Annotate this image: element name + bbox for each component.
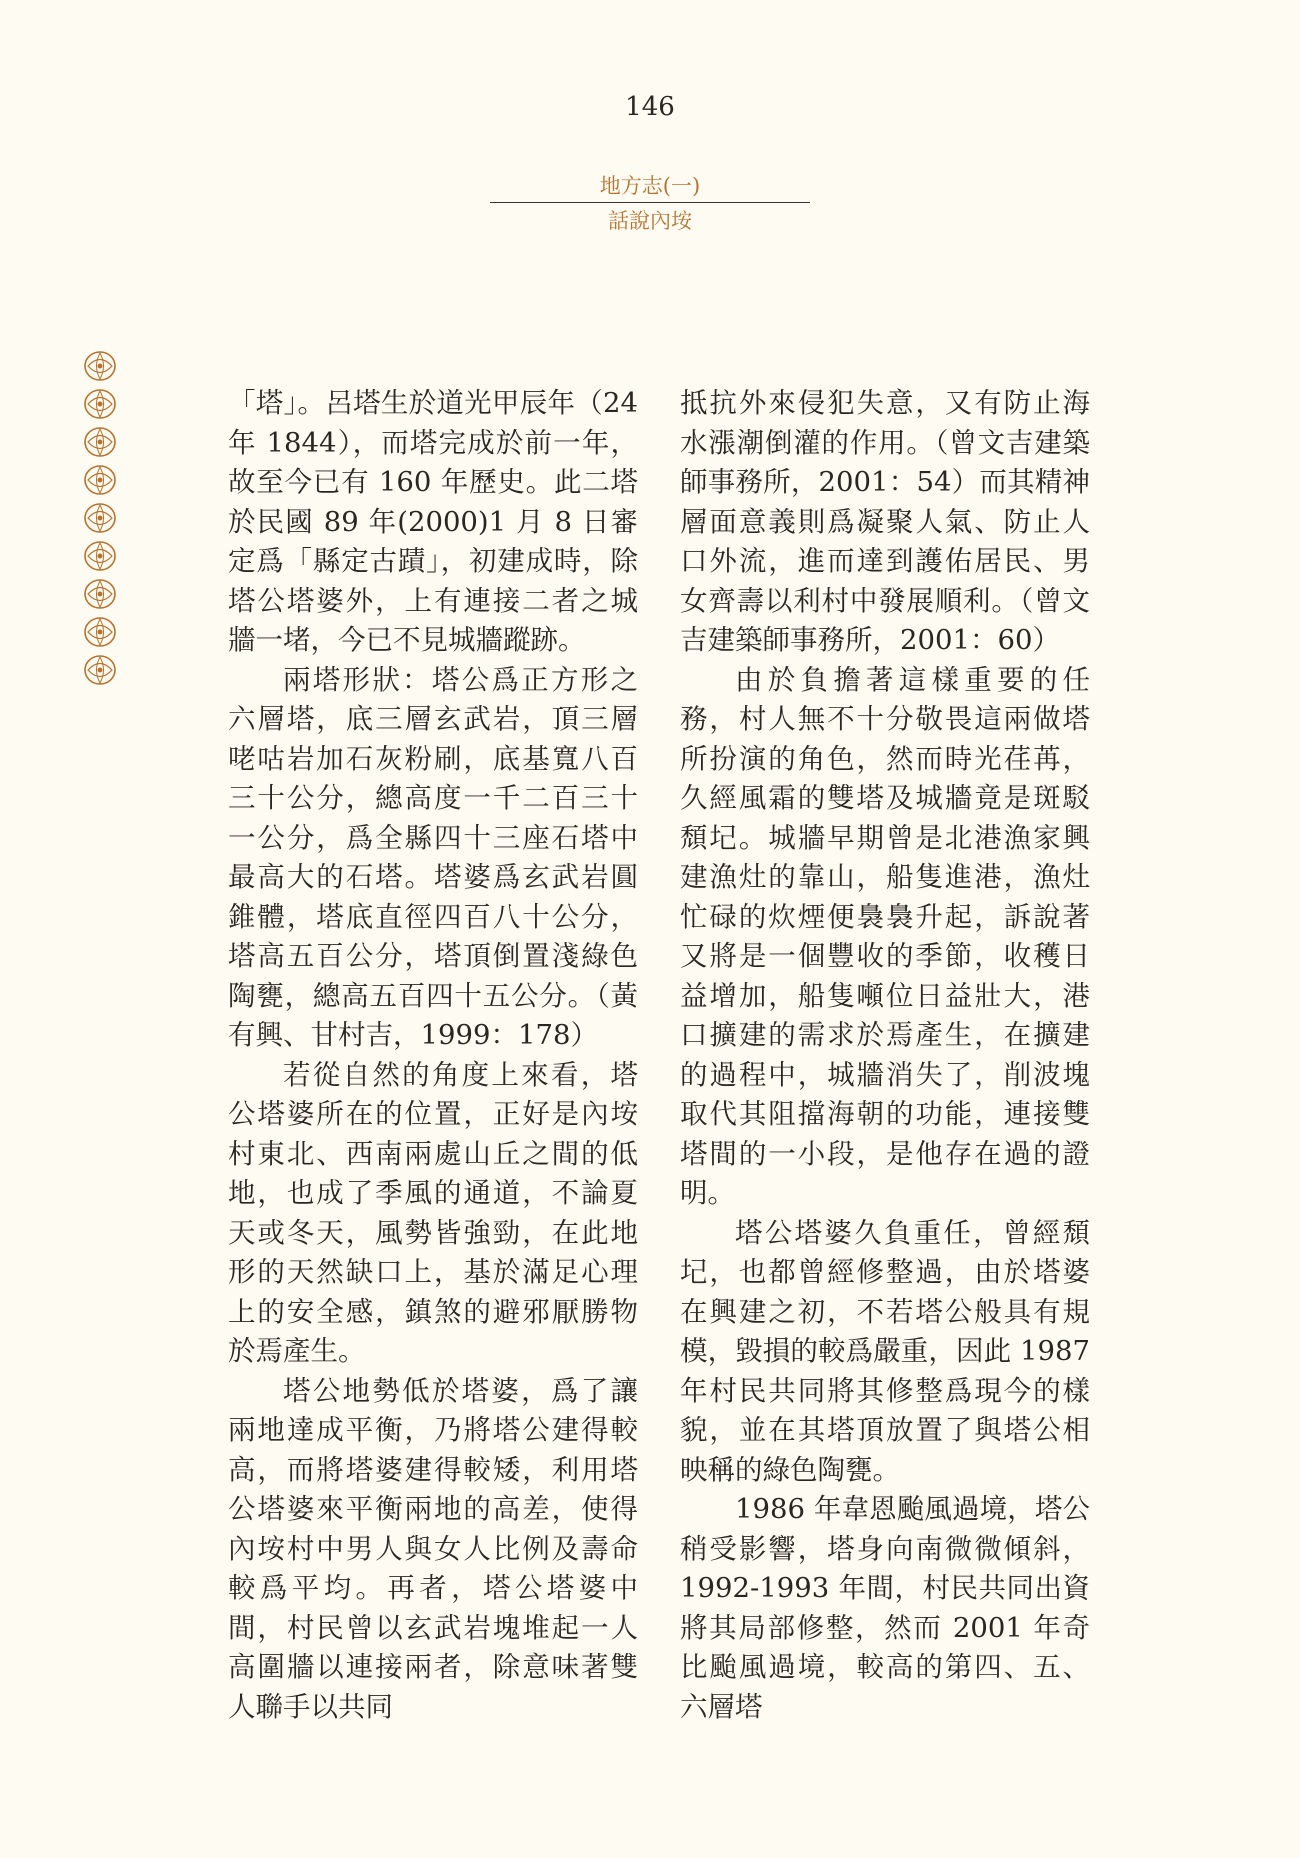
running-head (490, 172, 810, 235)
floral-bead-icon (82, 502, 118, 534)
paragraph: 由於負擔著這樣重要的任務，村人無不十分敬畏這兩做塔所扮演的角色，然而時光荏苒，久經風霜的雙塔及城牆竟是斑駁頹圮。城牆早期曾是北港漁家興建漁灶的靠山，船隻進港，漁灶忙碌的炊煙便裊裊升起，訴說著又將是一個豐收的季節，收穫日益增加，船隻噸位日益壯大，港口擴建的需求於焉產生，在擴建的過程中，城牆消失了，削波塊取代其阻擋海朝的功能，連接雙塔間的一小段，是他存在過的證明。 (680, 663, 1090, 1209)
paragraph: 塔公塔婆久負重任，曾經頹圮，也都曾經修整過，由於塔婆在興建之初，不若塔公般具有規模，毀損的較爲嚴重，因此 1987 年村民共同將其修整爲現今的樣貌，並在其塔頂放置了與塔公相映稱的綠色陶甕。 (680, 1216, 1090, 1486)
margin-ornament (82, 350, 122, 692)
paragraph: 「塔」。呂塔生於道光甲辰年（24年 1844），而塔完成於前一年，故至今已有 160 年歷史。此二塔於民國 89 年(2000)1 月 8 日審定爲「縣定古蹟」，初建成時，除塔公塔婆外，上有連接二者之城牆一堵，今已不見城牆蹤跡。 (228, 387, 638, 656)
floral-bead-icon (82, 616, 118, 648)
paragraph: 兩塔形狀：塔公爲正方形之六層塔，底三層玄武岩，頂三層咾咕岩加石灰粉刷，底基寬八百三十公分，總高度一千二百三十一公分，爲全縣四十三座石塔中最高大的石塔。塔婆爲玄武岩圓錐體，塔底直徑四百八十公分，塔高五百公分，塔頂倒置淺綠色陶甕，總高五百四十五公分。（黃有興、甘村吉，1999：178） (228, 663, 638, 1051)
paragraph: 若從自然的角度上來看，塔公塔婆所在的位置，正好是內垵村東北、西南兩處山丘之間的低地，也成了季風的通道，不論夏天或冬天，風勢皆強勁，在此地形的天然缺口上，基於滿足心理上的安全感，鎮煞的避邪厭勝物於焉產生。 (228, 1058, 638, 1367)
floral-bead-icon (82, 578, 118, 610)
floral-bead-icon (82, 654, 118, 686)
paragraph: 1986 年韋恩颱風過境，塔公稍受影響，塔身向南微微傾斜，1992-1993 年間，村民共同出資將其局部修整，然而 2001 年奇比颱風過境，較高的第四、五、六層塔 (680, 1493, 1090, 1723)
running-head-rule (490, 202, 810, 203)
paragraph: 塔公地勢低於塔婆，爲了讓兩地達成平衡，乃將塔公建得較高，而將塔婆建得較矮，利用塔公塔婆來平衡兩地的高差，使得內垵村中男人與女人比例及壽命較爲平均。再者，塔公塔婆中間，村民曾以玄武岩塊堆起一人高圍牆以連接兩者，除意味著雙人聯手以共同 (228, 1374, 638, 1723)
floral-bead-icon (82, 540, 118, 572)
running-head-title: 地方志(一) (599, 174, 701, 198)
running-head-subtitle: 話說內垵 (608, 209, 692, 233)
floral-bead-icon (82, 388, 118, 420)
paragraph: 抵抗外來侵犯失意，又有防止海水漲潮倒灌的作用。（曾文吉建築師事務所，2001：54）而其精神層面意義則爲凝聚人氣、防止人口外流，進而達到護佑居民、男女齊壽以利村中發展順利。（曾文吉建築師事務所，2001：60） (680, 387, 1090, 656)
floral-bead-icon (82, 426, 118, 458)
floral-bead-icon (82, 464, 118, 496)
right-text-column (680, 384, 1090, 1727)
floral-bead-icon (82, 350, 118, 382)
left-text-column (228, 384, 638, 1727)
page-number: 146 (625, 92, 675, 122)
